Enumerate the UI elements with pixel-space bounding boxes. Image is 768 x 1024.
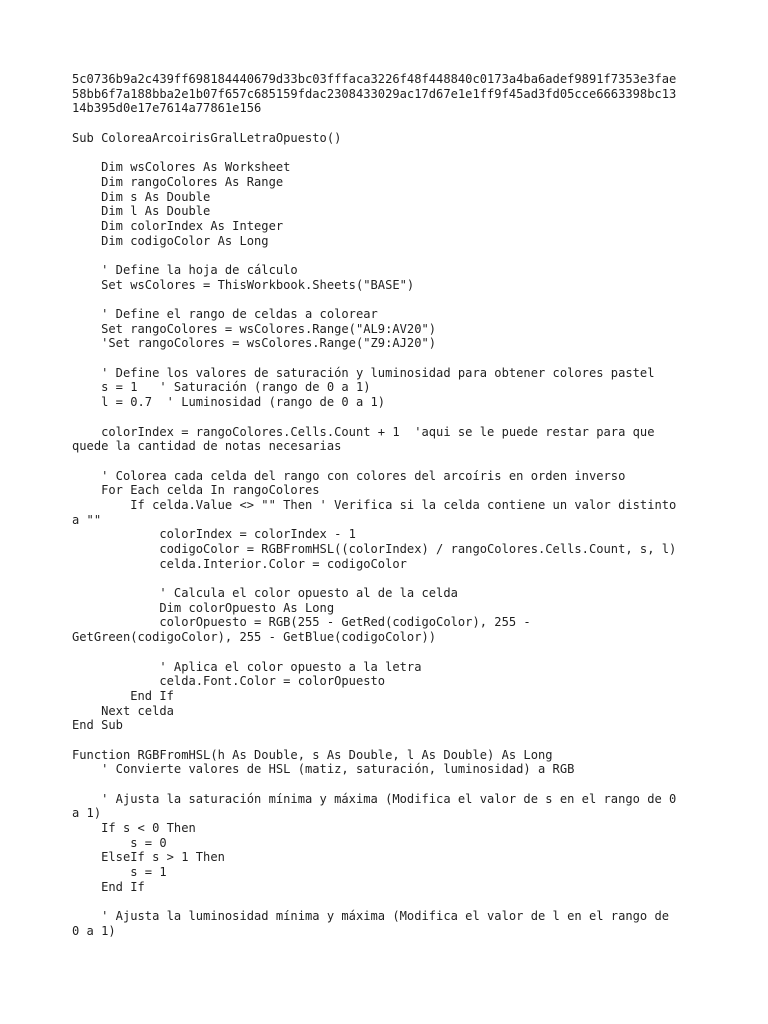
code-line: ElseIf s > 1 Then [72,850,225,865]
code-line: 0 a 1) [72,923,116,938]
code-line [72,292,712,307]
code-line [72,777,712,792]
code-line [72,145,712,160]
code-line: ' Ajusta la luminosidad mínima y máxima (Modifica el valor de l en el rango de [72,909,670,924]
code-line: Next celda [72,703,174,718]
code-listing [72,72,712,939]
code-line: Dim rangoColores As Range [72,174,284,189]
code-line: ' Calcula el color opuesto al de la celda [72,586,458,601]
code-line: colorIndex = colorIndex - 1 [72,527,356,542]
code-line: If celda.Value <> "" Then ' Verifica si la celda contiene un valor distinto [72,497,677,512]
code-line: 'Set rangoColores = wsColores.Range("Z9:AJ20") [72,336,437,351]
code-line: l = 0.7 ' Luminosidad (rango de 0 a 1) [72,395,386,410]
code-line: a "" [72,512,102,527]
code-line: quede la cantidad de notas necesarias [72,439,342,454]
code-line: codigoColor = RGBFromHSL((colorIndex) / rangoColores.Cells.Count, s, l) [72,542,677,556]
code-line: s = 0 [72,835,167,850]
code-line: Function RGBFromHSL(h As Double, s As Double, l As Double) As Long [72,747,553,762]
code-line: colorIndex = rangoColores.Cells.Count + 1 'aqui se le puede restar para que [72,424,655,439]
code-line: colorOpuesto = RGB(255 - GetRed(codigoColor), 255 - [72,615,531,630]
code-line: ' Define la hoja de cálculo [72,262,298,277]
code-line: ' Define los valores de saturación y luminosidad para obtener colores pastel [72,365,655,380]
code-line [72,454,712,469]
code-line: Dim wsColores As Worksheet [72,160,291,175]
code-line: ' Convierte valores de HSL (matiz, saturación, luminosidad) a RGB [72,762,575,777]
code-line [72,410,712,425]
code-line: Dim colorOpuesto As Long [72,600,335,615]
code-line [72,248,712,263]
code-line: Set wsColores = ThisWorkbook.Sheets("BASE") [72,277,415,292]
code-line [72,895,712,910]
code-line [72,645,712,660]
code-line: Set rangoColores = wsColores.Range("AL9:AV20") [72,321,437,336]
code-line: s = 1 [72,865,167,880]
code-line: For Each celda In rangoColores [72,483,320,498]
code-line: GetGreen(codigoColor), 255 - GetBlue(codigoColor)) [72,630,437,645]
code-line: a 1) [72,806,102,821]
code-line [72,351,712,366]
code-line: Dim l As Double [72,204,211,219]
code-line: Dim s As Double [72,189,211,204]
code-line [72,116,712,131]
code-line: ' Ajusta la saturación mínima y máxima (Modifica el valor de s en el rango de 0 [72,791,677,806]
code-line: End Sub [72,718,123,733]
code-line: 5c0736b9a2c439ff698184440679d33bc03fffaca3226f48f448840c0173a4ba6adef9891f7353e3fae [72,72,677,86]
code-line: 14b395d0e17e7614a77861e156 [72,101,262,116]
code-line: ' Define el rango de celdas a colorear [72,307,378,321]
code-line: ' Aplica el color opuesto a la letra [72,659,422,674]
code-line: Sub ColoreaArcoirisGralLetraOpuesto() [72,130,342,145]
code-line: End If [72,879,145,894]
code-line: Dim codigoColor As Long [72,233,269,248]
code-line: End If [72,688,174,703]
code-line: celda.Font.Color = colorOpuesto [72,674,386,689]
code-line [72,733,712,748]
code-line: celda.Interior.Color = codigoColor [72,556,407,571]
code-line: If s < 0 Then [72,821,196,836]
code-line: Dim colorIndex As Integer [72,218,284,233]
code-line: ' Colorea cada celda del rango con colores del arcoíris en orden inverso [72,468,626,483]
code-line: s = 1 ' Saturación (rango de 0 a 1) [72,380,371,395]
document-page [72,72,712,939]
code-line: 58bb6f7a188bba2e1b07f657c685159fdac2308433029ac17d67e1e1ff9f45ad3fd05cce6663398bc13 [72,86,677,101]
code-line [72,571,712,586]
